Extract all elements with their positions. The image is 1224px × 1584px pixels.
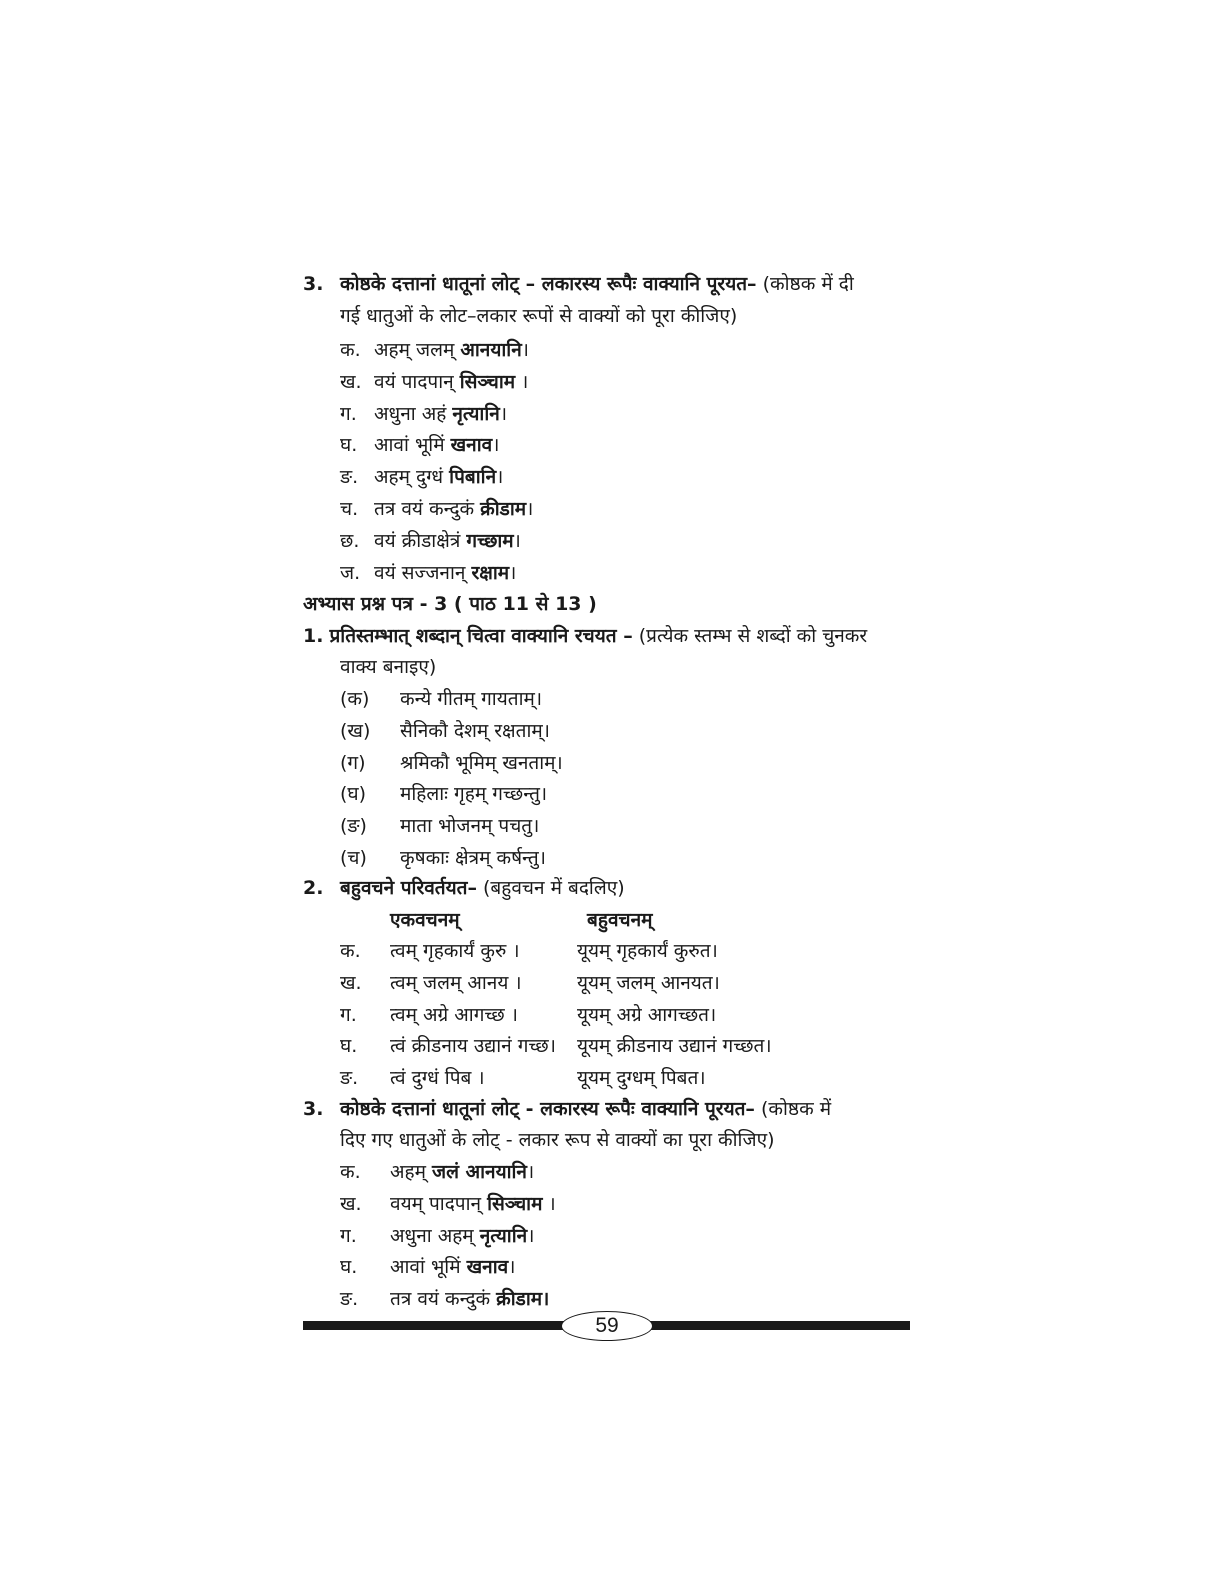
s1-item-end: । <box>521 339 529 361</box>
q1-item-label: (ग) <box>340 751 366 774</box>
q3-item-label: घ. <box>340 1256 358 1279</box>
s1-item-sentence: अधुना अहं <box>374 402 453 425</box>
q3-item-text <box>390 1190 556 1218</box>
q3-item-sentence: अधुना अहम् <box>390 1224 480 1247</box>
q1-heading-line <box>303 622 867 650</box>
q2-row-plural: यूयम् दुग्धम् पिबत। <box>577 1067 706 1090</box>
q1-item-text: कन्ये गीतम् गायताम्। <box>400 688 543 710</box>
s1-item-sentence: अहम् जलम् <box>374 339 461 361</box>
s1-item-answer: खनाव <box>450 434 493 457</box>
q3-item-end: । <box>527 1224 535 1247</box>
q1-item-label: (च) <box>340 847 367 869</box>
q2-row-plural: यूयम् क्रीडनाय उद्यानं गच्छत। <box>577 1035 772 1058</box>
q3-heading: कोष्ठके दत्तानां धातूनां लोट् - लकारस्य रूपैः वाक्यानि पूरयत– <box>340 1098 755 1120</box>
s1-item-text <box>374 495 533 523</box>
q2-row-label: ग. <box>340 1003 357 1026</box>
q1-item-label: (ख) <box>340 719 371 742</box>
s1-item-answer: पिबानि <box>449 466 497 489</box>
q2-row-plural: यूयम् अग्रे आगच्छत। <box>577 1003 717 1026</box>
section1-instruction-1: (कोष्ठक में दी <box>762 273 854 295</box>
section1-heading: कोष्ठके दत्तानां धातूनां लोट् – लकारस्य रूपैः वाक्यानि पूरयत– <box>340 273 757 295</box>
q1-item-label: (ङ) <box>340 815 367 838</box>
s1-item-text <box>374 559 516 587</box>
q2-col-plural: बहुवचनम् <box>587 909 653 931</box>
q1-item-text: माता भोजनम् पचतु। <box>400 815 540 838</box>
section1-instruction-2: गई धातुओं के लोट–लकार रूपों से वाक्यों को पूरा कीजिए) <box>340 305 738 327</box>
q1-heading: प्रतिस्तम्भात् शब्दान् चित्वा वाक्यानि रचयत – <box>329 625 633 647</box>
q1-item-label: (क) <box>340 688 370 710</box>
s1-item-answer: नृत्यानि <box>452 402 500 425</box>
s1-item-text <box>374 336 529 364</box>
q3-item-answer: खनाव <box>466 1256 509 1279</box>
s1-item-sentence: वयं पादपान् <box>374 370 460 393</box>
q2-row-plural: यूयम् गृहकार्यं कुरुत। <box>577 940 718 962</box>
q1-number: 1. <box>303 625 324 647</box>
s1-item-end: । <box>499 402 508 425</box>
q1-item-label: (घ) <box>340 783 367 806</box>
q2-row-label: ख. <box>340 971 362 994</box>
q3-item-answer: सिञ्चाम <box>487 1192 543 1215</box>
q2-row-singular: त्वम् गृहकार्यं कुरु । <box>390 940 520 962</box>
q3-item-sentence: अहम् <box>390 1161 433 1183</box>
q3-item-text <box>390 1253 515 1281</box>
s1-item-sentence: आवां भूमिं <box>374 434 451 457</box>
q2-row-singular: त्वम् अग्रे आगच्छ । <box>390 1003 518 1026</box>
s1-item-label: ग. <box>340 402 357 425</box>
q3-item-text <box>390 1222 534 1250</box>
q2-row-label: क. <box>340 940 361 962</box>
s1-item-sentence: अहम् दुग्धं <box>374 466 450 489</box>
q2-row-plural: यूयम् जलम् आनयत। <box>577 971 720 994</box>
q2-heading: बहुवचने परिवर्तयत– <box>340 877 477 899</box>
s1-item-answer: रक्षाम <box>471 561 510 584</box>
s1-item-end: । <box>496 466 504 489</box>
q2-row-label: घ. <box>340 1035 358 1058</box>
s1-item-label: छ. <box>340 529 360 552</box>
q3-item-sentence: तत्र वयं कन्दुकं <box>390 1288 497 1311</box>
q3-item-text <box>390 1158 534 1186</box>
q1-item-text: महिलाः गृहम् गच्छन्तु। <box>400 783 548 806</box>
s1-item-text <box>374 368 528 396</box>
s1-item-text <box>374 431 499 459</box>
q1-item-text: श्रमिकौ भूमिम् खनताम्। <box>400 751 563 774</box>
q3-instruction-2: दिए गए धातुओं के लोट् - लकार रूप से वाक्यों का पूरा कीजिए) <box>340 1129 775 1151</box>
s1-item-label: ङ. <box>340 466 359 489</box>
q2-number: 2. <box>303 877 324 899</box>
s1-item-text <box>374 400 507 428</box>
q1-instruction-2: वाक्य बनाइए) <box>340 656 437 678</box>
s1-item-text <box>374 527 521 555</box>
s1-item-end: । <box>509 561 517 584</box>
s1-item-end: । <box>492 434 500 457</box>
q1-item-text: सैनिकौ देशम् रक्षताम्। <box>400 719 550 742</box>
q1-instruction-1: (प्रत्येक स्तम्भ से शब्दों को चुनकर <box>638 625 868 647</box>
q3-heading-line <box>340 1095 831 1123</box>
s1-item-sentence: तत्र वयं कन्दुकं <box>374 498 481 520</box>
q3-item-text <box>390 1285 549 1313</box>
s1-item-answer: गच्छाम <box>466 529 514 552</box>
q3-item-answer: जलं आनयानि <box>432 1161 527 1183</box>
q2-row-singular: त्वं क्रीडनाय उद्यानं गच्छ। <box>390 1035 556 1058</box>
s1-item-sentence: वयं क्रीडाक्षेत्रं <box>374 529 467 552</box>
s1-item-text <box>374 463 503 491</box>
q3-item-label: ख. <box>340 1192 362 1215</box>
q3-number: 3. <box>303 1098 324 1120</box>
q2-row-label: ङ. <box>340 1067 359 1090</box>
q3-item-end: । <box>508 1256 516 1279</box>
q3-instruction-1: (कोष्ठक में <box>760 1098 832 1120</box>
s1-item-end: । <box>515 370 529 393</box>
q3-item-answer: नृत्यानि <box>479 1224 528 1247</box>
section1-heading-line <box>340 270 854 298</box>
q2-heading-line <box>340 874 625 902</box>
q3-item-label: ङ. <box>340 1288 359 1311</box>
q3-item-label: ग. <box>340 1224 357 1247</box>
s1-item-answer: क्रीडाम <box>480 498 527 520</box>
practice-title: अभ्यास प्रश्न पत्र - 3 ( पाठ 11 से 13 ) <box>303 593 597 615</box>
s1-item-label: ख. <box>340 370 362 393</box>
page-number: 59 <box>561 1311 653 1341</box>
q3-item-end: । <box>542 1192 556 1215</box>
s1-item-end: । <box>526 498 534 520</box>
s1-item-label: ज. <box>340 561 361 584</box>
section1-number: 3. <box>303 273 324 295</box>
s1-item-answer: आनयानि <box>460 339 522 361</box>
q3-item-answer: क्रीडाम। <box>496 1288 550 1311</box>
q2-col-singular: एकवचनम् <box>390 909 460 931</box>
q3-item-sentence: वयम् पादपान् <box>390 1192 488 1215</box>
q2-row-singular: त्वं दुग्धं पिब । <box>390 1067 485 1090</box>
s1-item-answer: सिञ्चाम <box>459 370 516 393</box>
q1-item-text: कृषकाः क्षेत्रम् कर्षन्तु। <box>400 847 546 869</box>
q2-instruction: (बहुवचन में बदलिए) <box>483 877 625 899</box>
s1-item-label: क. <box>340 339 361 361</box>
s1-item-label: च. <box>340 498 359 520</box>
q3-item-sentence: आवां भूमिं <box>390 1256 467 1279</box>
s1-item-sentence: वयं सज्जनान् <box>374 561 472 584</box>
s1-item-label: घ. <box>340 434 358 457</box>
q2-row-singular: त्वम् जलम् आनय । <box>390 971 522 994</box>
s1-item-end: । <box>513 529 521 552</box>
q3-item-end: । <box>526 1161 535 1183</box>
q3-item-label: क. <box>340 1161 361 1183</box>
